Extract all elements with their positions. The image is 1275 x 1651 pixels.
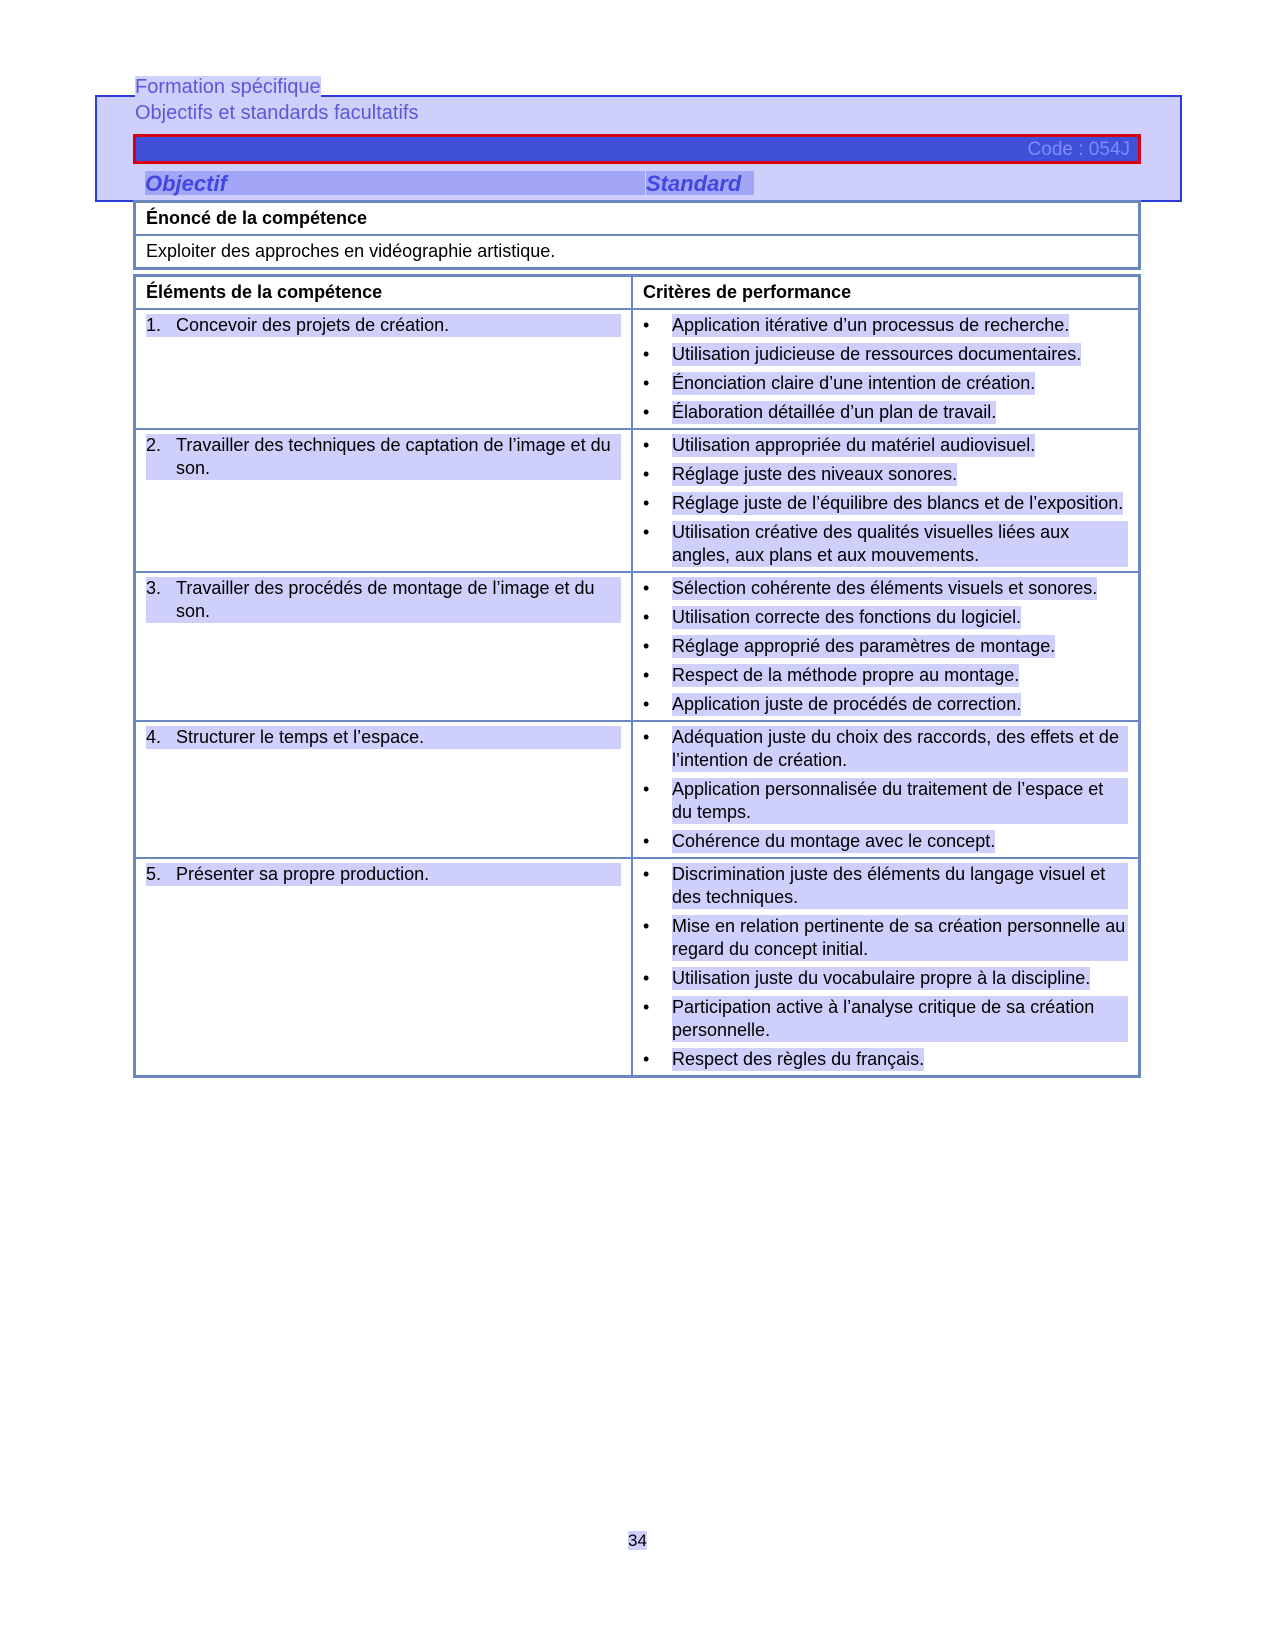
criteria-item	[643, 521, 1128, 567]
criteria-text: Participation active à l’analyse critique de sa création personnelle.	[672, 996, 1128, 1042]
criteria-text: Utilisation judicieuse de ressources documentaires.	[672, 344, 1082, 364]
criteria-item	[643, 830, 1128, 853]
criteria-item	[643, 372, 1128, 395]
element-text: Présenter sa propre production.	[176, 864, 430, 884]
criteria-item	[643, 693, 1128, 716]
criteria-text: Énonciation claire d’une intention de création.	[672, 373, 1036, 393]
standard-label: Standard	[646, 171, 742, 196]
bullet-icon: •	[643, 522, 650, 542]
bullet-icon: •	[643, 1049, 650, 1069]
criteria-text: Cohérence du montage avec le concept.	[672, 831, 996, 851]
criteria-item	[643, 343, 1128, 366]
table-row	[135, 572, 1140, 721]
criteria-item	[643, 996, 1128, 1042]
criteria-cell	[632, 429, 1140, 572]
section-subtitle: Objectifs et standards facultatifs	[135, 102, 419, 124]
elements-table	[133, 274, 1141, 1078]
bullet-icon: •	[643, 636, 650, 656]
criteria-text: Réglage juste des niveaux sonores.	[672, 464, 958, 484]
criteria-cell	[632, 858, 1140, 1077]
bullet-icon: •	[643, 464, 650, 484]
element-cell	[135, 572, 633, 721]
element-cell	[135, 429, 633, 572]
criteria-text: Réglage approprié des paramètres de montage.	[672, 636, 1056, 656]
table-row	[135, 721, 1140, 858]
criteria-item	[643, 577, 1128, 600]
criteria-item	[643, 664, 1128, 687]
criteria-text: Discrimination juste des éléments du langage visuel et des techniques.	[672, 863, 1128, 909]
bullet-icon: •	[643, 864, 650, 884]
bullet-icon: •	[643, 402, 650, 422]
criteria-item	[643, 606, 1128, 629]
element-text: Concevoir des projets de création.	[176, 315, 450, 335]
criteria-item	[643, 434, 1128, 457]
criteria-text: Adéquation juste du choix des raccords, des effets et de l’intention de création.	[672, 726, 1128, 772]
criteria-item	[643, 778, 1128, 824]
element-text: Travailler des procédés de montage de l’image et du son.	[176, 578, 595, 621]
element-number: 5.	[146, 864, 162, 884]
element-number: 3.	[146, 578, 162, 598]
criteria-item	[643, 463, 1128, 486]
col-header-criteres: Critères de performance	[632, 276, 1140, 310]
bullet-icon: •	[643, 997, 650, 1017]
bullet-icon: •	[643, 344, 650, 364]
objectif-label: Objectif	[145, 171, 227, 196]
bullet-icon: •	[643, 607, 650, 627]
table-row	[135, 858, 1140, 1077]
enonce-text: Exploiter des approches en vidéographie artistique.	[135, 235, 1140, 269]
element-item	[146, 726, 621, 749]
criteria-item	[643, 314, 1128, 337]
bullet-icon: •	[643, 665, 650, 685]
bullet-icon: •	[643, 578, 650, 598]
bullet-icon: •	[643, 435, 650, 455]
bullet-icon: •	[643, 779, 650, 799]
element-item	[146, 314, 621, 337]
elements-table-body	[135, 309, 1140, 1077]
table-row	[135, 429, 1140, 572]
criteria-item	[643, 915, 1128, 961]
bullet-icon: •	[643, 831, 650, 851]
criteria-item	[643, 863, 1128, 909]
criteria-text: Utilisation juste du vocabulaire propre à la discipline.	[672, 968, 1091, 988]
criteria-text: Respect des règles du français.	[672, 1049, 925, 1069]
page-number-text: 34	[628, 1531, 647, 1550]
bullet-icon: •	[643, 315, 650, 335]
element-item	[146, 577, 621, 623]
code-bar	[133, 134, 1141, 164]
criteria-cell	[632, 572, 1140, 721]
element-cell	[135, 309, 633, 429]
criteria-text: Application personnalisée du traitement de l’espace et du temps.	[672, 778, 1128, 824]
table-row	[135, 309, 1140, 429]
element-text: Travailler des techniques de captation de l’image et du son.	[176, 435, 611, 478]
bullet-icon: •	[643, 373, 650, 393]
standard-heading	[646, 171, 754, 195]
criteria-text: Utilisation correcte des fonctions du logiciel.	[672, 607, 1022, 627]
element-number: 2.	[146, 435, 162, 455]
element-cell	[135, 721, 633, 858]
page-number	[0, 1531, 1275, 1551]
bullet-icon: •	[643, 727, 650, 747]
criteria-text: Utilisation appropriée du matériel audiovisuel.	[672, 435, 1036, 455]
element-number: 4.	[146, 727, 162, 747]
criteria-text: Élaboration détaillée d’un plan de travail.	[672, 402, 997, 422]
bullet-icon: •	[643, 968, 650, 988]
criteria-text: Application itérative d’un processus de recherche.	[672, 315, 1070, 335]
bullet-icon: •	[643, 916, 650, 936]
element-cell	[135, 858, 633, 1077]
bullet-icon: •	[643, 493, 650, 513]
enonce-title: Énoncé de la compétence	[135, 202, 1140, 236]
criteria-cell	[632, 309, 1140, 429]
criteria-text: Utilisation créative des qualités visuelles liées aux angles, aux plans et aux mouvements.	[672, 521, 1128, 567]
element-item	[146, 434, 621, 480]
criteria-text: Sélection cohérente des éléments visuels et sonores.	[672, 578, 1098, 598]
criteria-text: Réglage juste de l’équilibre des blancs et de l’exposition.	[672, 493, 1124, 513]
bullet-icon: •	[643, 694, 650, 714]
objectif-heading	[145, 171, 645, 195]
criteria-text: Mise en relation pertinente de sa création personnelle au regard du concept initial.	[672, 915, 1128, 961]
course-code: Code : 054J	[1027, 139, 1130, 160]
criteria-text: Respect de la méthode propre au montage.	[672, 665, 1020, 685]
col-header-elements: Éléments de la compétence	[135, 276, 633, 310]
criteria-item	[643, 967, 1128, 990]
enonce-table	[133, 200, 1141, 270]
criteria-item	[643, 1048, 1128, 1071]
criteria-cell	[632, 721, 1140, 858]
criteria-item	[643, 635, 1128, 658]
element-text: Structurer le temps et l’espace.	[176, 727, 425, 747]
criteria-item	[643, 401, 1128, 424]
element-item	[146, 863, 621, 886]
criteria-item	[643, 726, 1128, 772]
section-title: Formation spécifique	[135, 76, 321, 98]
criteria-item	[643, 492, 1128, 515]
element-number: 1.	[146, 315, 162, 335]
criteria-text: Application juste de procédés de correction.	[672, 694, 1022, 714]
